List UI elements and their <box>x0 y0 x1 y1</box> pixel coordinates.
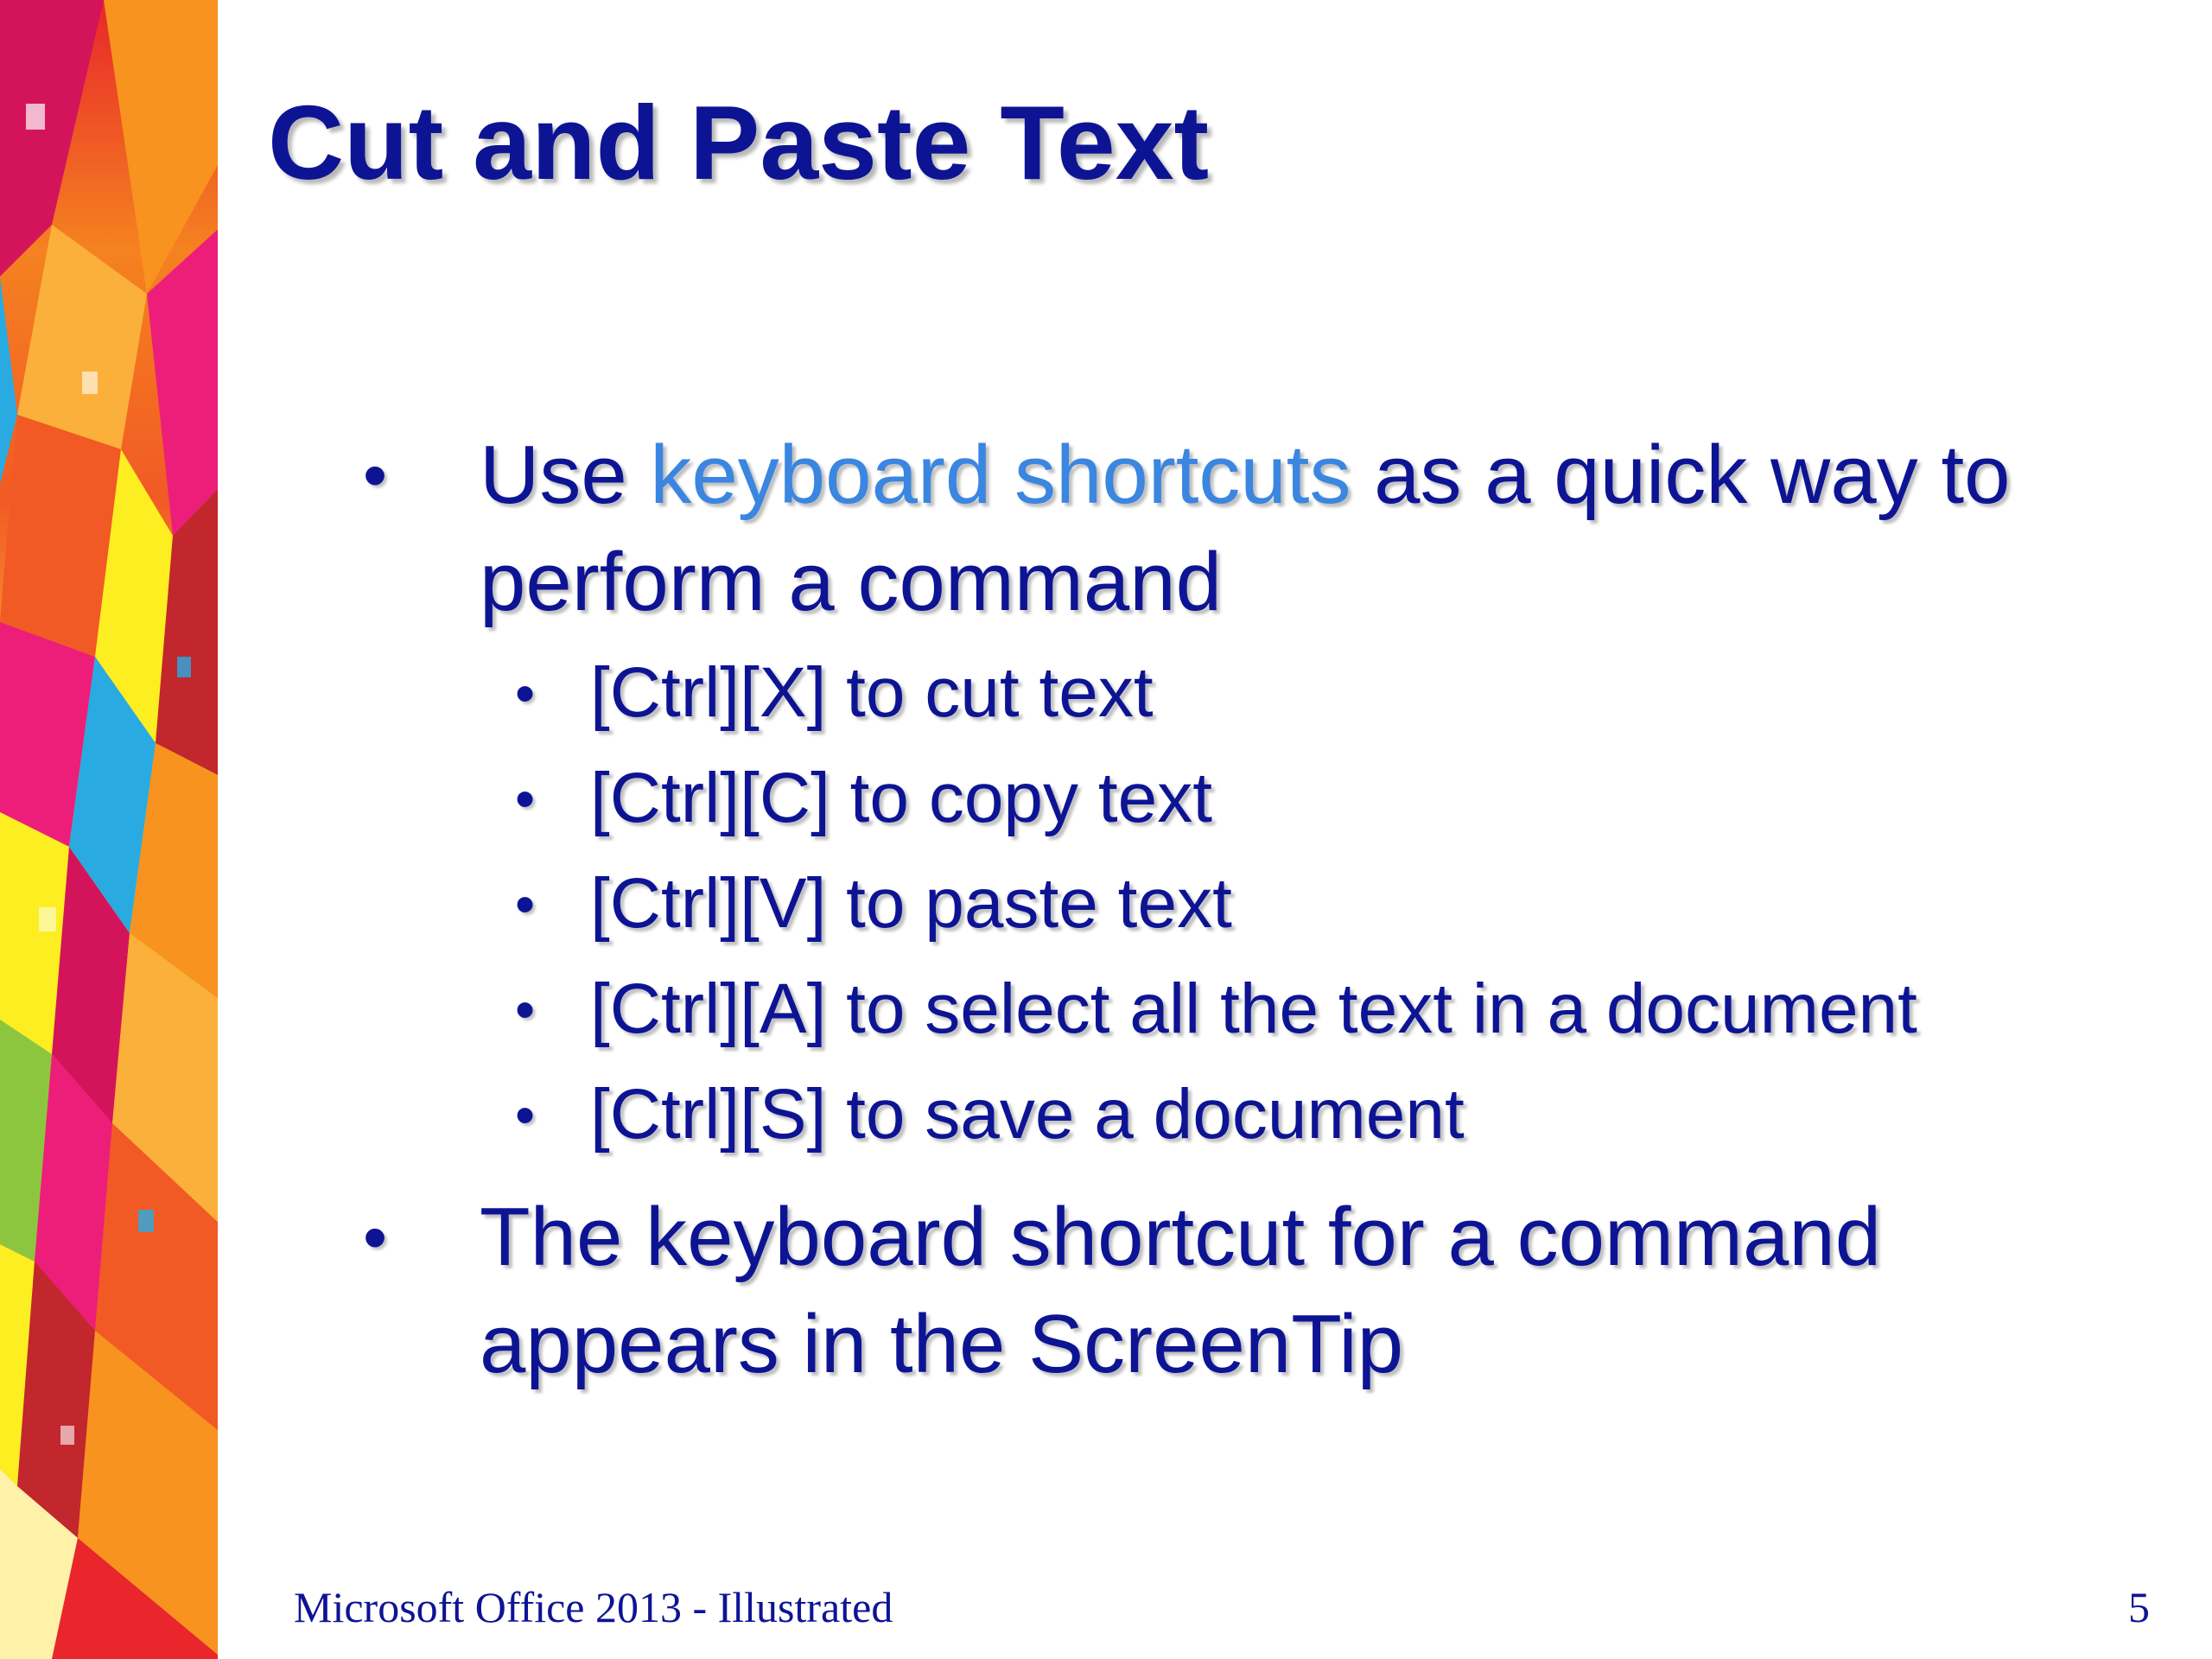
keyboard-shortcuts-link[interactable]: keyboard shortcuts <box>650 429 1351 521</box>
bullet-text-suffix: as a quick way to perform a command <box>480 429 2011 628</box>
sub-bullet-marker: • <box>515 1083 536 1147</box>
sub-bullet-marker: • <box>515 766 536 830</box>
sub-bullet-copy: [Ctrl][C] to copy text <box>590 759 1212 837</box>
bullet-text-prefix: Use <box>480 429 651 521</box>
sub-bullet-marker: • <box>515 872 536 936</box>
slide-title: Cut and Paste Text <box>268 84 1210 201</box>
sub-bullet-cut: [Ctrl][X] to cut text <box>590 653 1154 732</box>
sub-bullet-save: [Ctrl][S] to save a document <box>590 1075 1465 1154</box>
sub-bullet-paste: [Ctrl][V] to paste text <box>590 864 1232 943</box>
sub-bullet-marker: • <box>515 661 536 725</box>
footer-course-title: Microsoft Office 2013 - Illustrated <box>294 1583 893 1631</box>
slide-number: 5 <box>2128 1583 2150 1631</box>
bullet-screentip: The keyboard shortcut for a command appears in the ScreenTip <box>480 1191 1882 1390</box>
sub-bullet-select-all: [Ctrl][A] to select all the text in a document <box>590 969 1917 1048</box>
bullet-marker: • <box>363 1198 388 1275</box>
bullet-marker: • <box>363 436 388 513</box>
bullet-keyboard-shortcuts <box>480 422 2104 636</box>
sub-bullet-marker: • <box>515 977 536 1041</box>
